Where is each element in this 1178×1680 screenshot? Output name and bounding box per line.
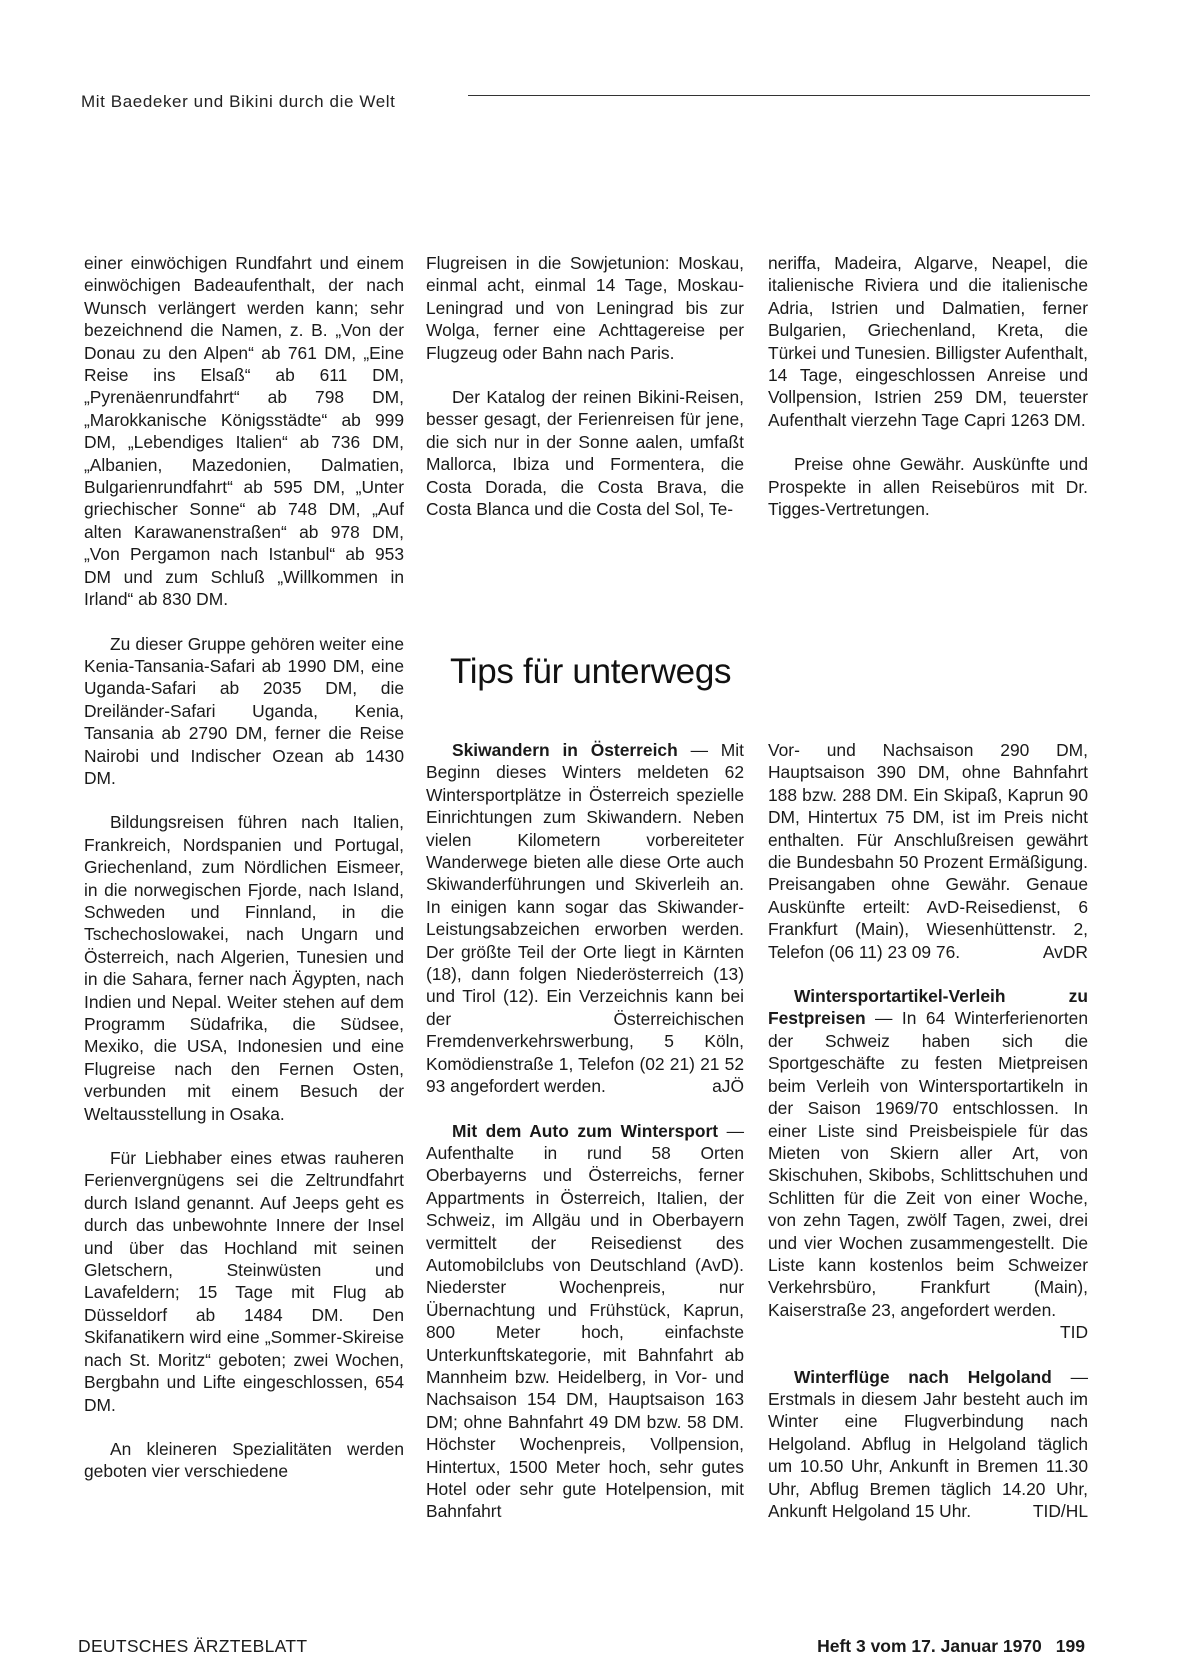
paragraph: Bildungsreisen führen nach Italien, Frankreich, Nordspanien und Portugal, Griechenland, zum Nördlichen Eismeer, in die norwegischen Fjorde, nach Island, Schweden und Finnland, in die Tschechoslowakei, nach Ungarn und Österreich, nach Algerien, Tunesien und in die Sahara, ferner nach Ägypten, nach Indien und Nepal. Weiter stehen auf dem Programm Südafrika, die Südsee, Mexiko, die USA, Indonesien und eine Flugreise nach den Fernen Osten, verbunden mit einem Besuch der Weltausstellung in Osaka. (84, 812, 404, 1124)
paragraph: Zu dieser Gruppe gehören weiter eine Kenia-Tansania-Safari ab 1990 DM, eine Uganda-Safari ab 2035 DM, die Dreiländer-Safari Uganda, Kenia, Tansania ab 2790 DM, ferner die Reise Nairobi und Indischer Ozean ab 1430 DM. (84, 633, 404, 788)
footer-issue (817, 1636, 1085, 1657)
tip-heading: Winterflüge nach Helgoland (794, 1366, 1052, 1387)
tip-continuation (768, 739, 1088, 963)
tip-item (426, 739, 744, 1098)
issue-label: Heft 3 vom 17. Januar 1970 (817, 1636, 1042, 1656)
tip-item (768, 985, 1088, 1344)
column-3-tips (768, 739, 1088, 1522)
column-3-top (768, 252, 1088, 520)
tip-text: — In 64 Winterferienorten der Schweiz haben sich die Sportgeschäfte zu festen Mietpreisen beim Verleih von Wintersportartikeln in der Saison 1969/70 entschlossen. In einer Liste sind Preisbeispiele für das Mieten von Skiern aller Art, von Skischuhen, Skibobs, Schlittschuhen und Schlitten für die Zeit von einer Woche, von zehn Tagen, zwölf Tagen, zwei, drei und vier Wochen zusammengestellt. Die Liste kann kostenlos beim Schweizer Verkehrsbüro, Frankfurt (Main), Kaiserstraße 23, angefordert werden. (768, 1008, 1088, 1320)
running-head: Mit Baedeker und Bikini durch die Welt (81, 92, 396, 111)
tip-text: Vor- und Nachsaison 290 DM, Hauptsaison 390 DM, ohne Bahnfahrt 188 bzw. 288 DM. Ein Skipaß, Kaprun 90 DM, Hintertux 75 DM, ist im Preis nicht enthalten. Für Anschlußreisen gewährt die Bundesbahn 50 Prozent Ermäßigung. Preisangaben ohne Gewähr. Genaue Auskünfte erteilt: AvD-Reisedienst, 6 Frankfurt (Main), Wiesenhüttenstr. 2, Telefon (06 11) 23 09 76. (768, 740, 1088, 962)
paragraph: neriffa, Madeira, Algarve, Neapel, die italienische Riviera und die italienische Adria, Istrien und Dalmatien, ferner Bulgarien, Griechenland, Kreta, die Türkei und Tunesien. Billigster Aufenthalt, 14 Tage, eingeschlossen Anreise und Vollpension, Istrien 259 DM, teuerster Aufenthalt vierzehn Tage Capri 1263 DM. (768, 253, 1088, 430)
tip-text: — Erstmals in diesem Jahr besteht auch im Winter eine Flugverbindung nach Helgoland. Abflug in Helgoland täglich um 10.50 Uhr, Ankunft in Bremen 11.30 Uhr, Abflug Bremen täglich 14.20 Uhr, Ankunft Helgoland 15 Uhr. (768, 1366, 1088, 1521)
tip-signature: TID (1059, 1322, 1088, 1343)
tip-signature: aJÖ (712, 1076, 744, 1097)
page-number: 199 (1055, 1636, 1085, 1656)
footer-journal: DEUTSCHES ÄRZTEBLATT (78, 1636, 308, 1656)
tip-item (768, 1366, 1088, 1523)
tip-text: — Mit Beginn dieses Winters meldeten 62 Wintersportplätze in Österreich spezielle Einrichtungen zum Skiwandern. Neben vielen Kilometern vorbereiteter Wanderwege bieten alle diese Orte auch Skiwanderführungen und Skiverleih an. In einigen kann sogar das Skiwander-Leistungsabzeichen erworben werden. Der größte Teil der Orte liegt in Kärnten (18), dann folgen Niederösterreich (13) und Tirol (12). Ein Verzeichnis kann bei der Österreichischen Fremdenverkehrswerbung, 5 Köln, Komödienstraße 1, Telefon (02 21) 21 52 93 angefordert werden. (426, 740, 744, 1097)
paragraph: einer einwöchigen Rundfahrt und einem einwöchigen Badeaufenthalt, der nach Wunsch verlängert werden kann; sehr bezeichnend die Namen, z. B. „Von der Donau zu den Alpen“ ab 761 DM, „Eine Reise ins Elsaß“ ab 611 DM, „Pyrenäenrundfahrt“ ab 798 DM, „Marokkanische Königsstädte“ ab 999 DM, „Lebendiges Italien“ ab 736 DM, „Albanien, Mazedonien, Dalmatien, Bulgarienrundfahrt“ ab 595 DM, „Unter griechischer Sonne“ ab 748 DM, „Auf alten Karawanenstraßen“ ab 978 DM, „Von Pergamon nach Istanbul“ ab 953 DM und zum Schluß „Willkommen in Irland“ ab 830 DM. (84, 253, 404, 610)
section-title: Tips für unterwegs (450, 652, 732, 691)
header-rule (468, 95, 1090, 96)
tip-signature: AvDR (1042, 941, 1088, 962)
paragraph: Für Liebhaber eines etwas rauheren Ferienvergnügens sei die Zeltrundfahrt durch Island genannt. Auf Jeeps geht es durch das unbewohnte Innere der Insel und über das Hochland mit seinen Gletschern, Steinwüsten und Lavafeldern; 15 Tage mit Flug ab Düsseldorf ab 1484 DM. Den Skifanatikern wird eine „Sommer-Skireise nach St. Moritz“ geboten; zwei Wochen, Bergbahn und Lifte eingeschlossen, 654 DM. (84, 1148, 404, 1415)
tip-heading: Mit dem Auto zum Wintersport (452, 1120, 719, 1141)
paragraph: An kleineren Spezialitäten werden geboten vier verschiedene (84, 1438, 404, 1482)
tip-signature: TID/HL (1032, 1501, 1088, 1521)
tip-text: — Aufenthalte in rund 58 Orten Oberbayerns und Österreichs, ferner Appartments in Österreich, Italien, der Schweiz, im Allgäu und in Oberbayern vermittelt der Reisedienst des Automobilclubs von Deutschland (AvD). Niederster Wochenpreis, nur Übernachtung und Frühstück, Kaprun, 800 Meter hoch, einfachste Unterkunftskategorie, mit Bahnfahrt ab Mannheim bzw. Heidelberg, in Vor- und Nachsaison 154 DM, Hauptsaison 163 DM; ohne Bahnfahrt 49 DM bzw. 58 DM. Höchster Wochenpreis, Vollpension, Hintertux, 1500 Meter hoch, sehr gutes Hotel oder sehr gute Hotelpension, mit Bahnfahrt (426, 1120, 744, 1522)
paragraph: Flugreisen in die Sowjetunion: Moskau, einmal acht, einmal 14 Tage, Moskau-Leningrad und von Leningrad bis zur Wolga, ferner eine Achttagereise per Flugzeug oder Bahn nach Paris. (426, 253, 744, 363)
column-2-tips (426, 739, 744, 1523)
tip-item (426, 1120, 744, 1523)
tip-heading: Wintersportartikel-Verleih zu Festpreisen (768, 986, 1088, 1029)
column-2-top (426, 252, 744, 520)
paragraph: Preise ohne Gewähr. Auskünfte und Prospekte in allen Reisebüros mit Dr. Tigges-Vertretungen. (768, 454, 1088, 520)
tip-heading: Skiwandern in Österreich (452, 740, 678, 760)
paragraph: Der Katalog der reinen Bikini-Reisen, besser gesagt, der Ferienreisen für jene, die sich nur in der Sonne aalen, umfaßt Mallorca, Ibiza und Formentera, die Costa Dorada, die Costa Brava, die Costa Blanca und die Costa del Sol, Te- (426, 387, 744, 520)
column-1 (84, 252, 404, 1483)
